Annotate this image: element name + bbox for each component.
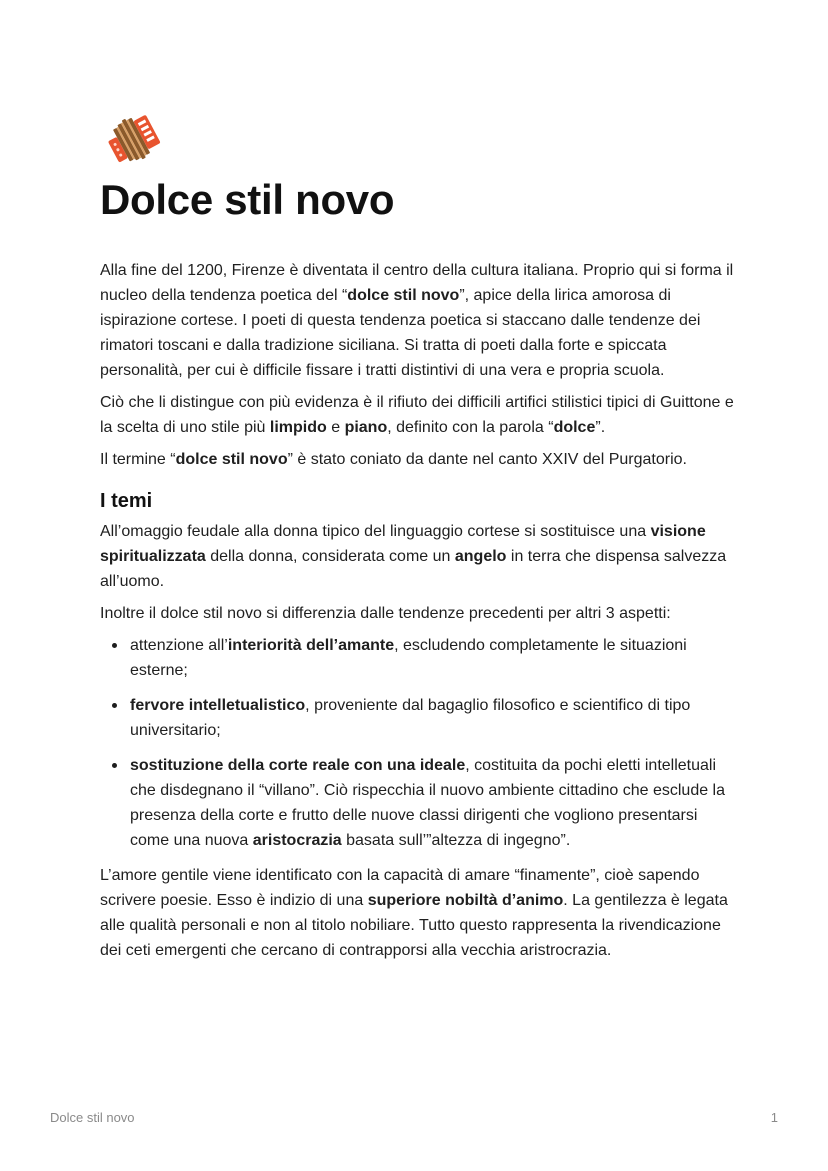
text-run: , escludendo completamente le situazioni esterne;: [130, 637, 687, 679]
document-body: [100, 258, 740, 970]
list-item: [100, 753, 740, 853]
paragraph: [100, 863, 740, 963]
list-item: [100, 693, 740, 743]
text-run: attenzione all’: [130, 637, 228, 654]
text-run: , costituita da pochi eletti intelletuali che disdegnano il “villano”. Ciò rispecchia il nuovo ambiente cittadino che esclude la presenza della corte e frutto delle nuove classi dirigenti che vogliono presentarsi come una nuova: [130, 757, 726, 849]
bold-text: limpido: [269, 419, 327, 436]
paragraph: [100, 519, 740, 594]
text-run: ”.: [595, 419, 606, 436]
bold-text: interiorità dell’amante: [227, 637, 395, 654]
text-run: ” è stato coniato da dante nel canto XXIV del Purgatorio.: [287, 451, 687, 468]
bold-text: piano: [344, 419, 388, 436]
aspects-list: [100, 633, 740, 853]
bullet-icon: [112, 643, 117, 648]
list-item: [100, 633, 740, 683]
text-run: e: [326, 419, 345, 436]
text-run: basata sull’”altezza di ingegno”.: [341, 832, 571, 849]
text-run: Inoltre il dolce stil novo si differenzia dalle tendenze precedenti per altri 3 aspetti:: [100, 605, 671, 622]
text-run: Ciò che li distingue con più evidenza è il rifiuto dei difficili artifici stilistici tipici di Guittone e la scelta di uno stile più: [100, 394, 734, 436]
page-number: 1: [770, 1110, 778, 1125]
accordion-icon: [100, 112, 164, 168]
themes-section: [100, 519, 740, 626]
paragraph: [100, 390, 740, 440]
footer-title: Dolce stil novo: [50, 1110, 135, 1125]
text-run: . La gentilezza è legata alle qualità personali e non al titolo nobiliare. Tutto questo rappresenta la rivendicazione dei ceti emergenti che cercano di contrapporsi alla vecchia aristrocrazia.: [100, 892, 728, 959]
paragraph: [100, 447, 740, 472]
closing-section: [100, 863, 740, 963]
bullet-icon: [112, 763, 117, 768]
text-run: L’amore gentile viene identificato con la capacità di amare “finamente”, cioè sapendo scrivere poesie. Esso è indizio di una: [100, 867, 700, 909]
bold-text: visione spiritualizzata: [100, 523, 706, 565]
bold-text: dolce stil novo: [175, 451, 288, 468]
bold-text: dolce: [553, 419, 596, 436]
bold-text: superiore nobiltà d’animo: [367, 892, 564, 909]
bold-text: fervore intelletualistico: [130, 697, 306, 714]
text-run: in terra che dispensa salvezza all’uomo.: [100, 548, 727, 590]
bold-text: dolce stil novo: [347, 287, 460, 304]
text-run: della donna, considerata come un: [205, 548, 455, 565]
bold-text: angelo: [454, 548, 507, 565]
paragraph: [100, 601, 740, 626]
text-run: , proveniente dal bagaglio filosofico e scientifico di tipo universitario;: [130, 697, 691, 739]
page-title: Dolce stil novo: [100, 176, 395, 223]
bold-text: sostituzione della corte reale con una ideale: [130, 757, 466, 774]
bold-text: aristocrazia: [252, 832, 342, 849]
section-heading: I temi: [100, 490, 153, 512]
bullet-icon: [112, 703, 117, 708]
text-run: Alla fine del 1200, Firenze è diventata il centro della cultura italiana. Proprio qui si forma il nucleo della tendenza poetica del “: [100, 262, 734, 304]
text-run: Il termine “: [100, 451, 176, 468]
intro-section: [100, 258, 740, 472]
text-run: , definito con la parola “: [387, 419, 554, 436]
text-run: ”, apice della lirica amorosa di ispirazione cortese. I poeti di questa tendenza poetica si staccano dalle tendenze dei rimatori toscani e dalla tradizione siciliana. Si tratta di poeti dalla forte e spiccata personalità, per cui è difficile fissare i tratti distintivi di una vera e propria scuola.: [100, 287, 701, 379]
text-run: All’omaggio feudale alla donna tipico del linguaggio cortese si sostituisce una: [100, 523, 651, 540]
paragraph: [100, 258, 740, 383]
